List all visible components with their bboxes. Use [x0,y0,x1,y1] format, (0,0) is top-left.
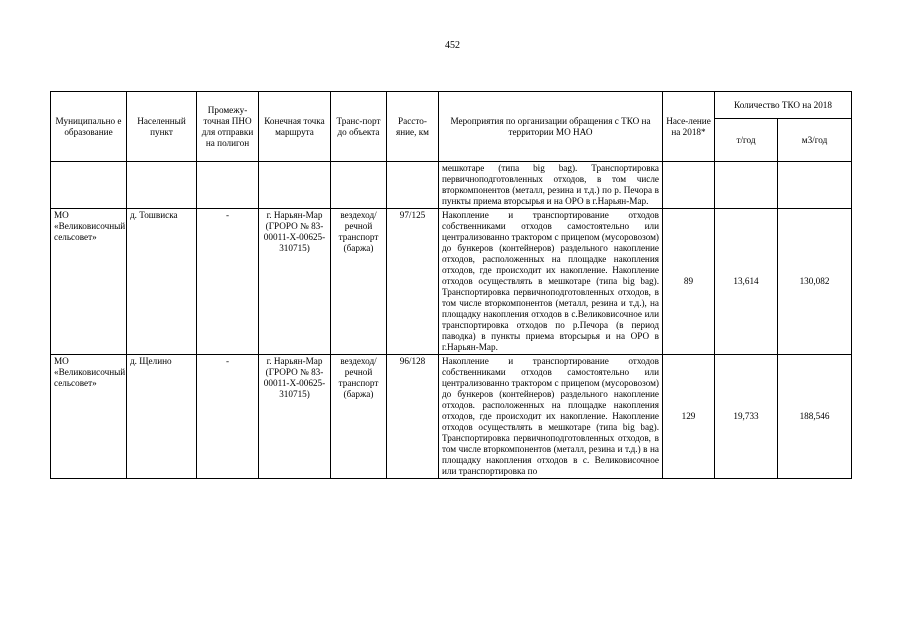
cell-intermediate [197,162,259,209]
cell-population: 89 [663,209,715,355]
header-intermediate: Промежу-точная ПНО для отправки на полигон [197,92,259,162]
cell-transport: вездеход/ речной транспорт (баржа) [331,355,387,479]
cell-endpoint: г. Нарьян-Мар (ГРОРО № 83-00011-Х-00625-310715) [259,355,331,479]
header-tko-m3: м3/год [778,119,852,162]
cell-settlement: д. Щелино [127,355,197,479]
cell-measures: Накопление и транспортирование отходов собственниками отходов самостоятельно или централизованно трактором с прицепом (мусоровозом) до бункеров (контейнеров) раздельного накопление отходов, расположенных на площадке накопления отходов, где происходит их накопление. Накопление отходов осуществлять в мешкотаре (типа big bag). Транспортировка первичноподготовленных отходов, в том числе вторкомпонентов (металл, резина и т.д.), на площадку накопления отходов в с.Великовисочное или транспортировка отходов по р.Печора (в период паводка) в пункты приема вторсырья и на ОРО в г.Нарьян-Мар. [439,209,663,355]
header-measures: Мероприятия по организации обращения с ТКО на территории МО НАО [439,92,663,162]
cell-tko-t: 13,614 [715,209,778,355]
header-tko-t: т/год [715,119,778,162]
cell-distance: 96/128 [387,355,439,479]
cell-intermediate: - [197,209,259,355]
cell-settlement: д. Тошвиска [127,209,197,355]
cell-population: 129 [663,355,715,479]
cell-municipality: МО «Великовисочный сельсовет» [51,209,127,355]
header-tko-group: Количество ТКО на 2018 [715,92,852,119]
cell-measures: Накопление и транспортирование отходов собственниками отходов самостоятельно или централизованно трактором с прицепом (мусоровозом) до бункеров (контейнеров) раздельного накопление отходов. расположенных на площадке накопления отходов, где происходит их накопление. Накопление отходов осуществлять в мешкотаре (типа big bag). Транспортировка первичноподготовленных отходов, в том числе вторкомпонентов (металл, резина и т.д.) в на площадку накопления отходов в с. Великовисочное или транспортировка по [439,355,663,479]
cell-tko-m3: 130,082 [778,209,852,355]
cell-endpoint [259,162,331,209]
table-row [51,209,852,355]
header-distance: Рассто-яние, км [387,92,439,162]
header-population: Насе-ление на 2018* [663,92,715,162]
cell-intermediate: - [197,355,259,479]
cell-transport [331,162,387,209]
cell-municipality: МО «Великовисочный сельсовет» [51,355,127,479]
tko-table [50,91,852,479]
cell-measures: мешкотаре (типа big bag). Транспортировка первичноподготовленных отходов, в том числе вторкомпонентов (металл, резина и т.д.) по р. Печора в пункты приема вторсырья и на ОРО в г.Нарьян-Мар. [439,162,663,209]
header-settlement: Населенный пункт [127,92,197,162]
cell-distance [387,162,439,209]
cell-distance: 97/125 [387,209,439,355]
cell-tko-m3 [778,162,852,209]
cell-municipality [51,162,127,209]
page-number: 452 [445,40,460,51]
header-municipality: Муниципально е образование [51,92,127,162]
table-row [51,355,852,479]
cell-tko-m3: 188,546 [778,355,852,479]
cell-population [663,162,715,209]
header-endpoint: Конечная точка маршрута [259,92,331,162]
cell-transport: вездеход/ речной транспорт (баржа) [331,209,387,355]
cell-settlement [127,162,197,209]
cell-endpoint: г. Нарьян-Мар (ГРОРО № 83-00011-Х-00625-310715) [259,209,331,355]
cell-tko-t: 19,733 [715,355,778,479]
header-transport: Транс-порт до объекта [331,92,387,162]
table-row [51,162,852,209]
cell-tko-t [715,162,778,209]
